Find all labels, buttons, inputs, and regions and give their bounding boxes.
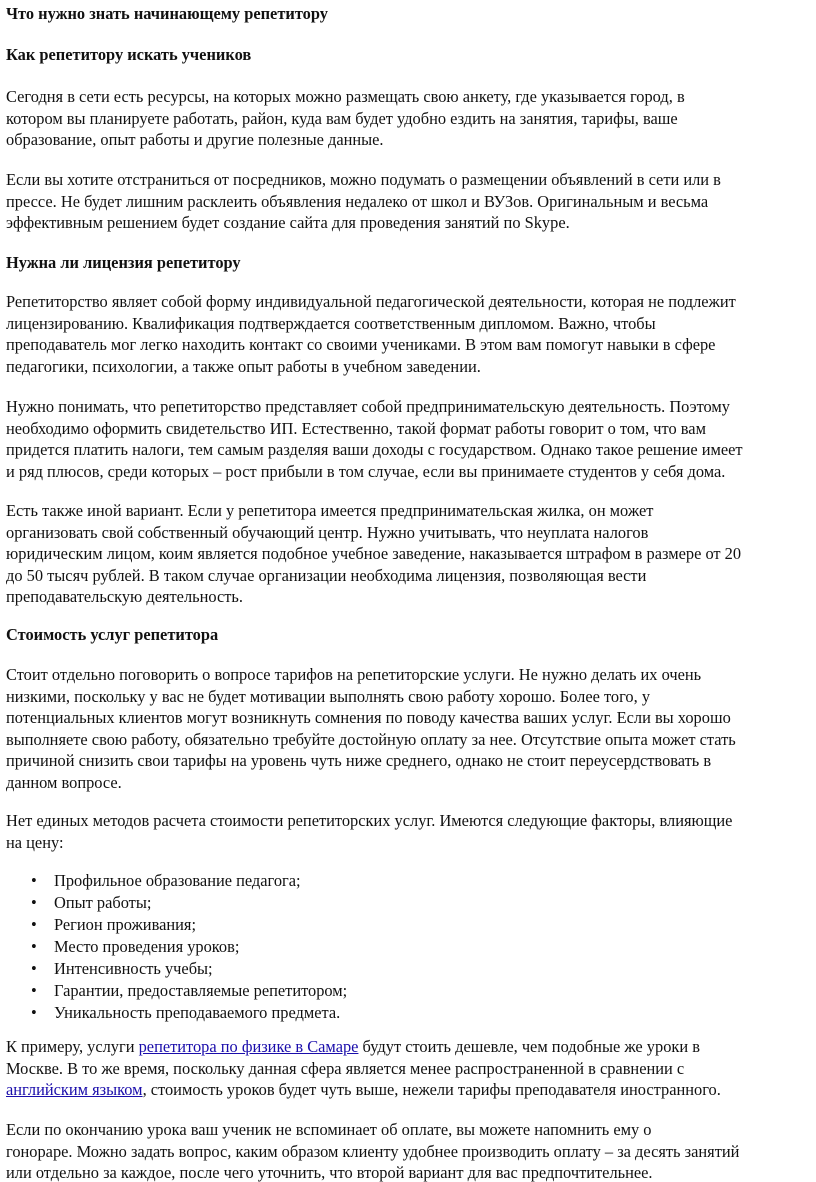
text-fragment: будут стоить дешевле, чем подобные же уроки в: [358, 1037, 700, 1056]
text-line: Нужно понимать, что репетиторство представляет собой предпринимательскую деятельность. Поэтому: [6, 397, 731, 416]
text-line: причиной снизить свои тарифы на уровень чуть ниже среднего, однако не стоит переусердствовать в: [6, 751, 712, 771]
text-line: эффективным решением будет создание сайта для проведения занятий по Skype.: [6, 213, 570, 233]
text-line: до 50 тысяч рублей. В таком случае организации необходима лицензия, позволяющая вести: [6, 565, 647, 585]
text-line: юридическим лицом, коим является подобное учебное заведение, наказывается штрафом в размере от 20: [6, 544, 742, 564]
pricing-factors-list: [6, 870, 806, 1024]
bullet-icon: •: [31, 937, 37, 956]
text-line: выполняете свою работу, обязательно требуйте достойную оплату за нее. Отсутствие опыта может стать: [6, 729, 736, 749]
text-fragment: , стоимость уроков будет чуть выше, нежели тарифы преподавателя иностранного.: [142, 1080, 721, 1100]
text-line: Если вы хотите отстраниться от посредников, можно подумать о размещении объявлений в сети или в: [6, 170, 721, 189]
paragraph-payment-reminder: [6, 1119, 814, 1182]
list-item: [6, 870, 806, 892]
list-item-text: Опыт работы;: [54, 893, 152, 912]
paragraph-ads: [6, 169, 814, 234]
list-item-text: Интенсивность учебы;: [54, 959, 213, 978]
text-line: Репетиторство являет собой форму индивидуальной педагогической деятельности, которая не подлежит: [6, 292, 736, 311]
text-line: Если по окончанию урока ваш ученик не вспоминает об оплате, вы можете напомнить ему о: [6, 1120, 652, 1139]
list-item-text: Место проведения уроков;: [54, 937, 240, 956]
link-physics-tutor-samara[interactable]: репетитора по физике в Самаре: [138, 1037, 359, 1056]
text-line: гонораре. Можно задать вопрос, каким образом клиенту удобнее производить оплату – за десять занятий: [6, 1141, 740, 1161]
list-item-text: Уникальность преподаваемого предмета.: [54, 1003, 341, 1022]
paragraph-tutoring-form: [6, 291, 814, 377]
list-item: [6, 914, 806, 936]
text-line: Стоит отдельно поговорить о вопросе тарифов на репетиторские услуги. Не нужно делать их очень: [6, 665, 702, 684]
text-line: преподаватель мог легко находить контакт со своими учениками. В этом вам помогут навыки в сфере: [6, 335, 716, 355]
paragraph-example: [6, 1036, 814, 1101]
section-heading-find-students: Как репетитору искать учеников: [6, 45, 252, 64]
text-line: прессе. Не будет лишним расклеить объявления недалеко от школ и ВУЗов. Оригинальным и весьма: [6, 191, 709, 211]
list-item-text: Регион проживания;: [54, 915, 197, 934]
bullet-icon: •: [31, 981, 37, 1000]
list-item-text: Гарантии, предоставляемые репетитором;: [54, 981, 348, 1000]
paragraph-entrepreneurship: [6, 396, 814, 482]
text-line: Сегодня в сети есть ресурсы, на которых можно размещать свою анкету, где указывается город, в: [6, 87, 685, 106]
bullet-icon: •: [31, 959, 37, 978]
paragraph-resources: [6, 86, 814, 151]
text-line: лицензированию. Квалификация подтверждается соответственным дипломом. Важно, чтобы: [6, 313, 656, 333]
text-line: придется платить налоги, тем самым разделяя ваши доходы с государством. Однако такое решение имеет: [6, 440, 743, 460]
section-heading-cost: Стоимость услуг репетитора: [6, 625, 219, 644]
paragraph-training-center: [6, 500, 814, 608]
bullet-icon: •: [31, 871, 37, 890]
text-line: организовать свой собственный обучающий центр. Нужно учитывать, что неуплата налогов: [6, 522, 649, 542]
bullet-icon: •: [31, 893, 37, 912]
text-line: и ряд плюсов, среди которых – рост прибыли в том случае, если вы принимаете студентов у себя дома.: [6, 461, 726, 481]
text-line: [6, 1079, 814, 1101]
text-line: данном вопросе.: [6, 772, 122, 792]
text-line: котором вы планируете работать, район, куда вам будет удобно ездить на занятия, тарифы, ваше: [6, 108, 678, 128]
paragraph-tariffs: [6, 664, 814, 794]
list-item: [6, 1002, 806, 1024]
text-line: педагогики, психологии, а также опыт работы в учебном заведении.: [6, 356, 481, 376]
list-item-text: Профильное образование педагога;: [54, 871, 301, 890]
list-item: [6, 892, 806, 914]
list-item: [6, 936, 806, 958]
text-line: Москве. В то же время, поскольку данная сфера является менее распространенной в сравнении с: [6, 1058, 685, 1078]
text-line: преподавательскую деятельность.: [6, 587, 243, 607]
bullet-icon: •: [31, 1003, 37, 1022]
paragraph-pricing-factors-intro: [6, 810, 814, 853]
text-line: Нет единых методов расчета стоимости репетиторских услуг. Имеются следующие факторы, влияющие: [6, 811, 733, 830]
text-line: Есть также иной вариант. Если у репетитора имеется предпринимательская жилка, он может: [6, 501, 654, 520]
list-item: [6, 980, 806, 1002]
text-line: на цену:: [6, 832, 64, 852]
section-heading-license: Нужна ли лицензия репетитору: [6, 253, 241, 272]
text-line: [6, 1036, 814, 1058]
text-line: образование, опыт работы и другие полезные данные.: [6, 130, 384, 150]
text-fragment: К примеру, услуги: [6, 1037, 139, 1056]
text-line: необходимо оформить свидетельство ИП. Естественно, такой формат работы говорит о том, что вам: [6, 418, 706, 438]
document-title: Что нужно знать начинающему репетитору: [6, 4, 328, 23]
text-line: потенциальных клиентов могут возникнуть сомнения по поводу качества ваших услуг. Если вы хорошо: [6, 708, 731, 728]
text-line: низкими, поскольку у вас не будет мотивации выполнять свою работу хорошо. Более того, у: [6, 686, 651, 706]
bullet-icon: •: [31, 915, 37, 934]
link-english-language[interactable]: английским языком: [6, 1080, 143, 1100]
list-item: [6, 958, 806, 980]
text-line: или отдельно за каждое, после чего уточнить, что второй вариант для вас предпочтительнее.: [6, 1163, 653, 1182]
